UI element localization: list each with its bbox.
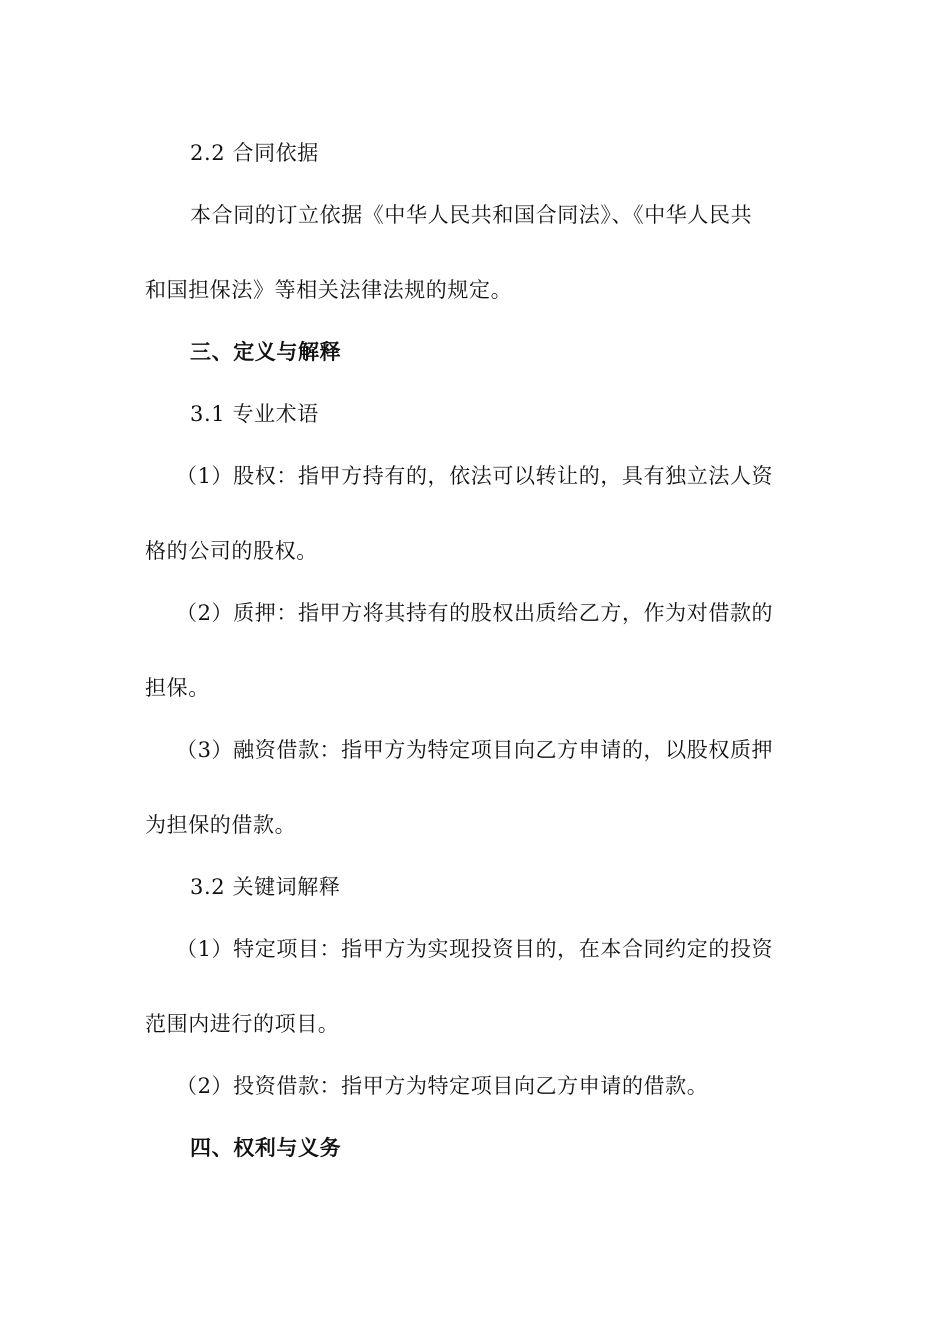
term-1-line-2: 格的公司的股权。 xyxy=(145,539,318,563)
section-3-1-heading: 3.1 专业术语 xyxy=(190,402,319,426)
keyword-1-line-1: （1）特定项目：指甲方为实现投资目的，在本合同约定的投资 xyxy=(176,937,774,961)
keyword-1-line-2: 范围内进行的项目。 xyxy=(145,1012,340,1036)
chapter-4-heading: 四、权利与义务 xyxy=(190,1136,342,1160)
section-3-2-heading: 3.2 关键词解释 xyxy=(190,875,341,899)
paragraph-basis-line-1: 本合同的订立依据《中华人民共和国合同法》、《中华人民共 xyxy=(190,203,753,227)
term-3-line-2: 为担保的借款。 xyxy=(145,813,297,837)
term-2-line-1: （2）质押：指甲方将其持有的股权出质给乙方，作为对借款的 xyxy=(176,601,774,625)
term-3-line-1: （3）融资借款：指甲方为特定项目向乙方申请的，以股权质押 xyxy=(176,738,774,762)
paragraph-basis-line-2: 和国担保法》等相关法律法规的规定。 xyxy=(145,278,513,302)
section-2-2-heading: 2.2 合同依据 xyxy=(190,141,319,165)
term-2-line-2: 担保。 xyxy=(145,676,210,700)
chapter-3-heading: 三、定义与解释 xyxy=(190,340,342,364)
keyword-2-line-1: （2）投资借款：指甲方为特定项目向乙方申请的借款。 xyxy=(176,1074,709,1098)
term-1-line-1: （1）股权：指甲方持有的，依法可以转让的，具有独立法人资 xyxy=(176,464,774,488)
